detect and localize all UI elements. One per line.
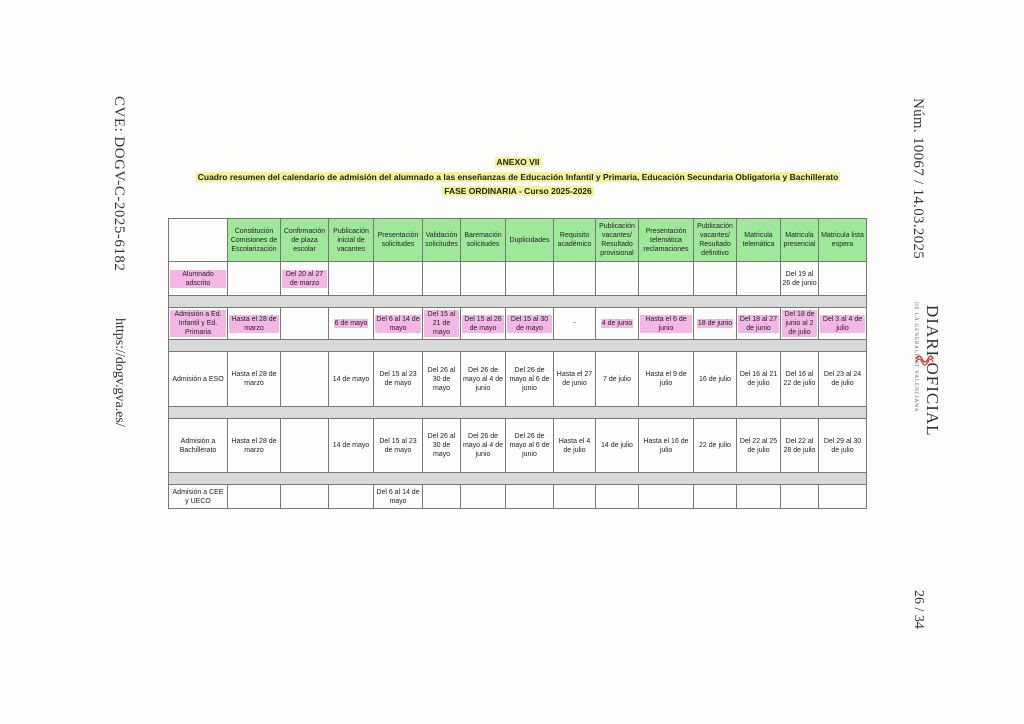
table-row [169,352,867,407]
table-cell [374,262,423,296]
table-cell: Del 3 al 4 de julio [819,308,867,340]
row-label: Admisión a CEE y UECO [169,485,228,509]
table-cell [281,419,329,473]
header-cell: Validación solicitudes [423,219,461,262]
table-cell [639,262,694,296]
table-row [169,485,867,509]
table-cell: 18 de junio [694,308,737,340]
table-cell: Del 23 al 24 de julio [819,352,867,407]
table-cell: Del 6 al 14 de mayo [374,485,423,509]
table-cell: Del 15 al 23 de mayo [374,419,423,473]
header-cell: Matricula lista espera [819,219,867,262]
table-cell: Hasta el 28 de marzo [228,352,281,407]
table-cell [423,485,461,509]
table-cell: 14 de julio [596,419,639,473]
table-cell [639,485,694,509]
header-cell: Constitución Comisiones de Escolarización [228,219,281,262]
dogv-url[interactable]: https://dogv.gva.es/ [112,318,127,427]
table-cell [694,262,737,296]
row-label: Alumnado adscrito [169,262,228,296]
header-cell: Publicación vacantes/ Resultado provisional [596,219,639,262]
table-cell [819,262,867,296]
table-cell: Del 19 al 26 de junio [781,262,819,296]
table-row [169,262,867,296]
table-cell: Del 26 al 30 de mayo [423,352,461,407]
table-cell [737,262,781,296]
table-cell [423,262,461,296]
table-cell [781,485,819,509]
header-cell: Presentación telemática reclamaciones [639,219,694,262]
document-title: Cuadro resumen del calendario de admisión del alumnado a las enseñanzas de Educación Infantil y Primaria, Educación Secundaria Obligatoria y Bachillerato [197,172,839,182]
table-cell: Del 6 al 14 de mayo [374,308,423,340]
table-cell: Del 15 al 23 de mayo [374,352,423,407]
table-cell: Del 29 al 30 de julio [819,419,867,473]
separator-row [169,340,867,352]
table-cell: 22 de julio [694,419,737,473]
table-cell [694,485,737,509]
table-cell [228,485,281,509]
table-row [169,419,867,473]
table-cell [506,262,554,296]
row-label: Admisión a Bachillerato [169,419,228,473]
table-cell: Del 26 de mayo al 6 de junio [506,352,554,407]
table-cell: 7 de julio [596,352,639,407]
table-cell: Del 26 de mayo al 4 de junio [461,352,506,407]
table-cell: Hasta el 4 de julio [554,419,596,473]
table-cell: Del 15 al 30 de mayo [506,308,554,340]
table-cell: 6 de mayo [329,308,374,340]
table-cell: 14 de mayo [329,419,374,473]
table-cell: Hasta el 9 de julio [639,352,694,407]
table-cell [737,485,781,509]
table-cell: Del 16 al 21 de julio [737,352,781,407]
table-cell [329,262,374,296]
table-cell: Del 26 de mayo al 4 de junio [461,419,506,473]
header-cell [169,219,228,262]
table-cell: Hasta el 16 de julio [639,419,694,473]
table-cell [554,485,596,509]
publication-name: DIARI OFICIAL [923,305,942,437]
header-cell: Matricula presencial [781,219,819,262]
table-cell [461,485,506,509]
separator-row [169,473,867,485]
page-number: 26 / 34 [911,590,926,629]
table-cell: Hasta el 28 de marzo [228,419,281,473]
table-cell: Del 16 al 22 de julio [781,352,819,407]
table-cell: Del 18 al 27 de junio [737,308,781,340]
header-cell: Confirmación de plaza escolar [281,219,329,262]
separator-row [169,407,867,419]
admission-calendar-table [168,218,867,509]
header-row [169,219,867,262]
table-cell: Hasta el 6 de junio [639,308,694,340]
table-cell: Del 20 al 27 de marzo [281,262,329,296]
header-cell: Duplicidades [506,219,554,262]
header-cell: Publicación vacantes/ Resultado definitivo [694,219,737,262]
table-cell [281,308,329,340]
gva-logo-icon [914,352,934,366]
table-cell: Del 22 al 28 de julio [781,419,819,473]
header-cell: Matricula telemática [737,219,781,262]
cve-code: CVE: DOGV-C-2025-6182 [111,96,127,272]
table-cell: Hasta el 27 de junio [554,352,596,407]
table-cell [554,262,596,296]
header-cell: Baremación solicitudes [461,219,506,262]
table-cell [281,485,329,509]
table-cell: Del 26 al 30 de mayo [423,419,461,473]
table-row [169,308,867,340]
separator-row [169,296,867,308]
table-cell: Del 22 al 25 de julio [737,419,781,473]
table-cell: - [554,308,596,340]
table-cell [228,262,281,296]
table-cell: Del 26 de mayo al 6 de junio [506,419,554,473]
table-cell: Hasta el 28 de marzo [228,308,281,340]
table-cell [596,262,639,296]
row-label: Admisión a ESO [169,352,228,407]
table-cell [461,262,506,296]
table-cell: Del 18 de junio al 2 de julio [781,308,819,340]
table-cell: 4 de junio [596,308,639,340]
annex-title: ANEXO VII [496,157,540,167]
table-cell: Del 15 al 26 de mayo [461,308,506,340]
header-cell: Requisito académico [554,219,596,262]
header-cell: Presentación solicitudes [374,219,423,262]
phase-title: FASE ORDINARIA - Curso 2025-2026 [444,186,592,196]
table-cell [506,485,554,509]
issue-number: Núm. 10067 / 14.03.2025 [910,98,926,260]
table-cell: Del 15 al 21 de mayo [423,308,461,340]
row-label: Admisión a Ed. Infantil y Ed. Primaria [169,308,228,340]
table-cell: 14 de mayo [329,352,374,407]
table-cell: 16 de julio [694,352,737,407]
table-cell [596,485,639,509]
publication-subtitle: DE LA GENERALITAT VALENCIANA [913,302,918,413]
header-cell: Publicación inicial de vacantes [329,219,374,262]
table-cell [329,485,374,509]
table-cell [819,485,867,509]
table-cell [281,352,329,407]
